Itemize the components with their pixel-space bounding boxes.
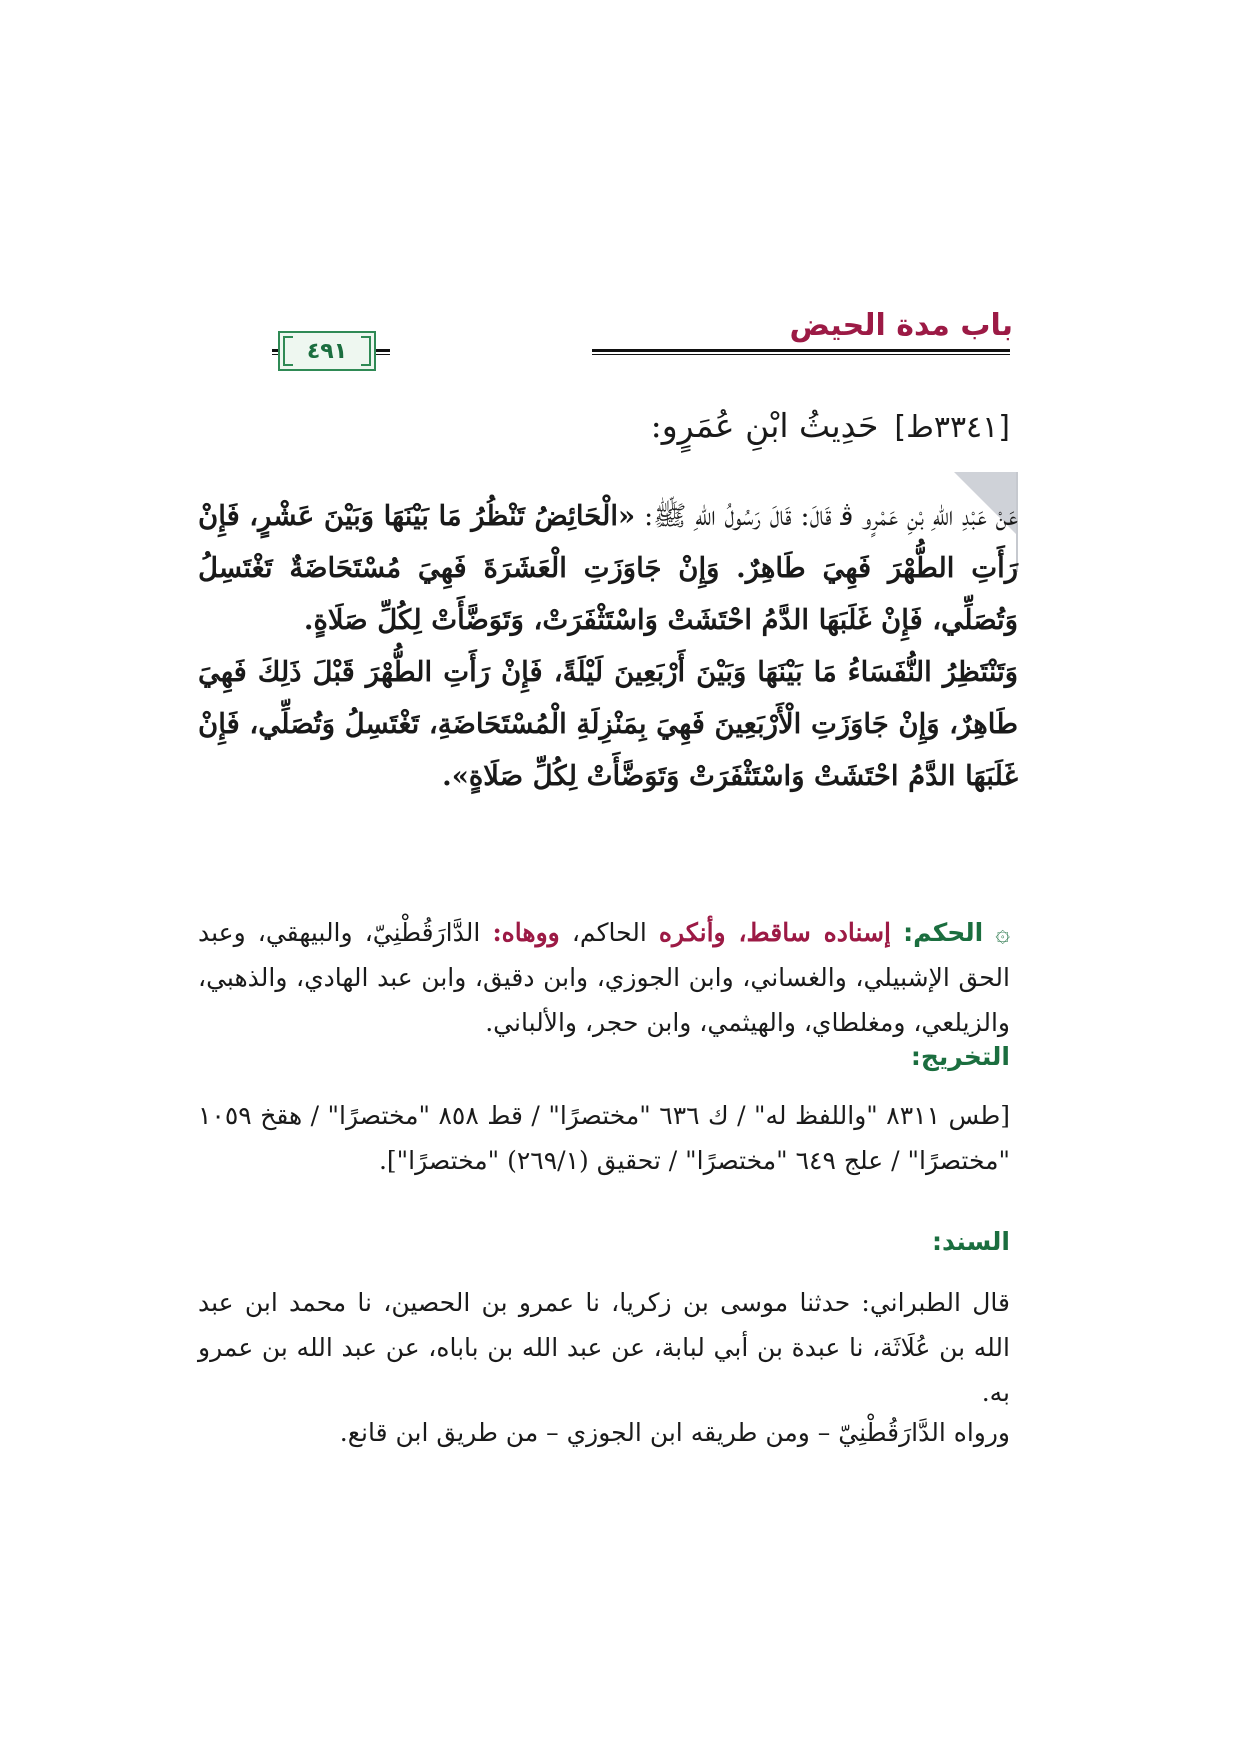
sanad-text: قال الطبراني: حدثنا موسى بن زكريا، نا عمرو بن الحصين، نا محمد ابن عبد الله بن عُلَاثَة، نا عبدة بن أبي لبابة، عن عبد الله بن باباه، عن عبد الله بن عمرو به. [198,1288,1010,1407]
ruling-text: الحاكم، [559,918,659,947]
hadith-lead: عَنْ عَبْدِ اللهِ بْنِ عَمْرٍو ﭬ قَالَ: قَالَ رَسُولُ اللهِ ﷺ: [635,500,1018,532]
hadith-matn: «الْحَائِضُ تَنْظُرُ مَا بَيْنَهَا وَبَيْنَ عَشْرٍ، فَإِنْ رَأَتِ الطُّهْرَ فَهِيَ طَاهِرٌ. وَإِنْ جَاوَزَتِ الْعَشَرَةَ فَهِيَ مُسْتَحَاضَةٌ تَغْتَسِلُ وَتُصَلِّي، فَإِنْ غَلَبَهَا الدَّمُ احْتَشَتْ وَاسْتَثْفَرَتْ، وَتَوَضَّأَتْ لِكُلِّ صَلَاةٍ. [198,500,1018,636]
ruling-text: الدَّارَقُطْنِيّ، والبيهقي، وعبد الحق الإشبيلي، والغساني، وابن الجوزي، وابن دقيق، وابن عبد الهادي، والذهبي، والزيلعي، ومغلطاي، والهيثمي، وابن حجر، والألباني. [198,918,1010,1037]
hadith-heading [651,406,1010,445]
hadith-paragraph: وَتَنْتَظِرُ النُّفَسَاءُ مَا بَيْنَهَا وَبَيْنَ أَرْبَعِينَ لَيْلَةً، فَإِنْ رَأَتِ الطُّهْرَ قَبْلَ ذَلِكَ فَهِيَ طَاهِرٌ، وَإِنْ جَاوَزَتِ الْأَرْبَعِينَ فَهِيَ بِمَنْزِلَةِ الْمُسْتَحَاضَةِ، تَغْتَسِلُ وَتُصَلِّي، فَإِنْ غَلَبَهَا الدَّمُ احْتَشَتْ وَاسْتَثْفَرَتْ وَتَوَضَّأَتْ لِكُلِّ صَلَاةٍ». [198,656,1018,792]
running-head: باب مدة الحيض [789,308,1013,343]
ornament-icon: ۞ [995,918,1010,947]
hadith-title: حَدِيثُ ابْنِ عُمَرٍو: [650,406,879,445]
page-number: ٤٩١ [278,331,376,371]
ruling-verdict: إسناده ساقط، وأنكره [658,918,891,947]
hadith-text [198,490,1018,802]
sanad-heading: السند: [931,1227,1010,1256]
hadith-paragraph [198,490,1018,646]
hadith-code: [٣٣٤١ط] [894,410,1010,445]
sanad-text-2: ورواه الدَّارَقُطْنِيّ – ومن طريقه ابن الجوزي – من طريق ابن قانع. [339,1418,1010,1447]
takhrij-text: [طس ٨٣١١ "واللفظ له" / ك ٦٣٦ "مختصرًا" / قط ٨٥٨ "مختصرًا" / هقخ ١٠٥٩ "مختصرًا" / علج ٦٤٩ "مختصرًا" / تحقيق (٢٦٩/١) "مختصرًا"]. [198,1101,1010,1175]
takhrij-heading: التخريج: [910,1042,1010,1071]
header-rule [592,349,1010,352]
ruling-label: الحكم: [903,918,984,947]
ruling-weak-label: ووهاه: [492,918,560,947]
ruling-paragraph [198,910,1010,1045]
header-rule [592,354,1010,355]
